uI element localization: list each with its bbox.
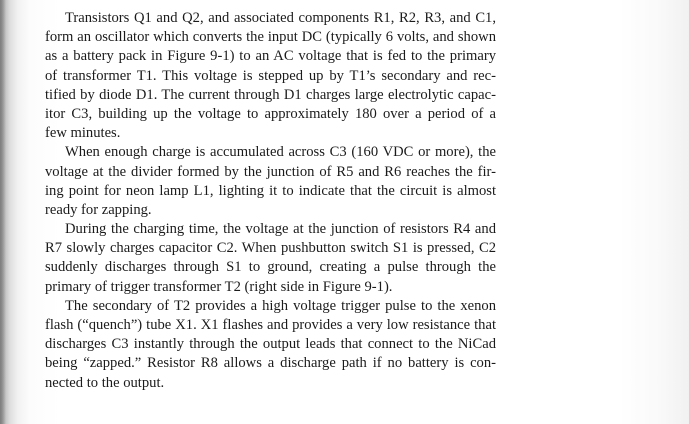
spine-shadow (0, 0, 6, 424)
text-line: Transistors Q1 and Q2, and associated components R1, R2, R3, and C1, (65, 10, 496, 26)
text-line: nected to the output. (45, 374, 165, 391)
text-line: of transformer T1. This voltage is stepped up by T1’s secondary and rec- (45, 67, 496, 84)
text-line: discharges C3 instantly through the output leads that connect to the NiCad (45, 336, 496, 353)
text-line: as a battery pack in Figure 9-1) to an AC voltage that is fed to the primary (45, 48, 496, 65)
paragraph-charging-time (26, 220, 496, 297)
text-line: being “zapped.” Resistor R8 allows a discharge path if no battery is con- (45, 355, 496, 372)
text-line: few minutes. (45, 125, 121, 142)
text-line: suddenly discharges through S1 to ground, creating a pulse through the (45, 259, 496, 276)
text-line: form an oscillator which converts the input DC (typically 6 volts, and shown (45, 29, 496, 46)
text-line: flash (“quench”) tube X1. X1 flashes and provides a very low resistance that (45, 317, 496, 333)
text-line: primary of trigger transformer T2 (right side in Figure 9-1). (45, 278, 393, 295)
text-line: When enough charge is accumulated across C3 (160 VDC or more), the (65, 144, 496, 161)
text-line: ready for zapping. (45, 201, 152, 218)
paragraph-charge (26, 143, 496, 220)
text-line: The secondary of T2 provides a high voltage trigger pulse to the xenon (65, 297, 496, 314)
paragraph-oscillator (26, 9, 496, 143)
text-line: During the charging time, the voltage at the junction of resistors R4 and (65, 221, 496, 238)
text-line: R7 slowly charges capacitor C2. When pushbutton switch S1 is pressed, C2 (45, 240, 496, 257)
text-line: tified by diode D1. The current through D1 charges large electrolytic capac- (45, 86, 496, 103)
text-line: voltage at the divider formed by the junction of R5 and R6 reaches the fir- (45, 163, 496, 180)
text-line: ing point for neon lamp L1, lighting it to indicate that the circuit is almost (45, 182, 496, 199)
text-line: itor C3, building up the voltage to approximately 180 over a period of a (45, 105, 496, 122)
body-text (26, 9, 496, 393)
paragraph-trigger (26, 297, 496, 393)
